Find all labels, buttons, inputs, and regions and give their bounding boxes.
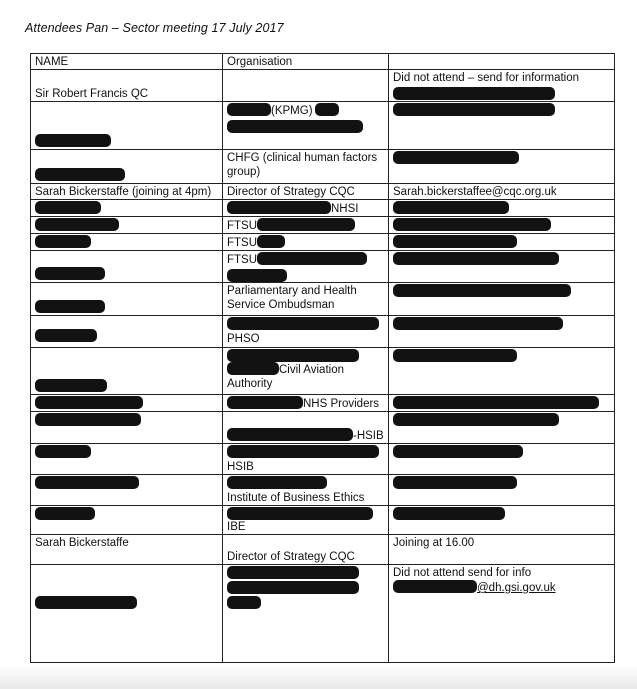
organisation-cell: Parliamentary and Health Service Ombudsman <box>223 283 389 316</box>
redaction-bar <box>35 379 107 392</box>
organisation-text: (KPMG) <box>271 105 313 117</box>
column-header-organisation: Organisation <box>223 54 389 70</box>
redaction-bar <box>35 300 105 313</box>
name-cell <box>31 102 223 150</box>
redaction-bar <box>393 413 559 426</box>
table-row <box>31 184 615 200</box>
organisation-text: NHSI <box>331 203 359 215</box>
redaction-bar <box>35 507 95 520</box>
redaction-bar <box>35 476 139 489</box>
redaction-bar <box>227 269 287 282</box>
redaction-bar <box>393 476 517 489</box>
organisation-cell <box>223 70 389 102</box>
organisation-cell <box>223 565 389 663</box>
organisation-cell <box>223 444 389 475</box>
redaction-bar <box>227 428 353 441</box>
table-row <box>31 535 615 565</box>
redaction-bar <box>393 396 599 409</box>
table-row <box>31 412 615 444</box>
organisation-text: PHSO <box>227 333 260 345</box>
table-row <box>31 150 615 184</box>
table-row <box>31 348 615 395</box>
contact-cell <box>389 102 615 150</box>
organisation-cell <box>223 316 389 348</box>
redaction-bar <box>35 218 119 231</box>
document-title: Attendees Pan – Sector meeting 17 July 2017 <box>25 21 284 35</box>
redaction-bar <box>393 218 551 231</box>
organisation-text: IBE <box>227 521 246 533</box>
table-row <box>31 251 615 283</box>
name-cell <box>31 234 223 251</box>
redaction-bar <box>393 252 559 265</box>
contact-cell <box>389 348 615 395</box>
redaction-bar <box>227 581 359 594</box>
contact-note: Did not attend send for info <box>393 567 532 579</box>
contact-cell <box>389 565 615 663</box>
name-cell <box>31 565 223 663</box>
name-cell <box>31 412 223 444</box>
organisation-cell <box>223 200 389 217</box>
organisation-cell <box>223 217 389 234</box>
organisation-text: FTSU <box>227 220 258 232</box>
redaction-bar <box>227 201 331 214</box>
name-cell <box>31 444 223 475</box>
redaction-bar <box>257 252 367 265</box>
contact-cell <box>389 251 615 283</box>
contact-cell <box>389 150 615 184</box>
table-row <box>31 444 615 475</box>
contact-cell <box>389 412 615 444</box>
organisation-cell: CHFG (clinical human factors group) <box>223 150 389 184</box>
organisation-cell <box>223 234 389 251</box>
table-row <box>31 217 615 234</box>
redaction-bar <box>227 476 327 489</box>
redaction-bar <box>393 201 509 214</box>
contact-cell <box>389 217 615 234</box>
name-cell <box>31 395 223 412</box>
organisation-cell: Director of Strategy CQC <box>223 535 389 565</box>
redaction-bar <box>227 596 261 609</box>
redaction-bar <box>35 201 101 214</box>
redaction-bar <box>393 317 563 330</box>
contact-cell <box>389 475 615 506</box>
contact-cell <box>389 506 615 535</box>
table-row <box>31 283 615 316</box>
contact-cell <box>389 234 615 251</box>
redaction-bar <box>35 596 137 609</box>
redaction-bar <box>257 235 285 248</box>
scan-shadow <box>0 665 637 689</box>
organisation-text: NHS Providers <box>303 398 380 410</box>
redaction-bar <box>315 103 339 116</box>
table-row <box>31 395 615 412</box>
contact-cell: Joining at 16.00 <box>389 535 615 565</box>
contact-cell <box>389 316 615 348</box>
name-cell <box>31 506 223 535</box>
organisation-cell <box>223 506 389 535</box>
name-cell: Sir Robert Francis QC <box>31 70 223 102</box>
contact-cell <box>389 70 615 102</box>
organisation-cell <box>223 251 389 283</box>
table-row <box>31 234 615 251</box>
table-row <box>31 506 615 535</box>
redaction-bar <box>393 235 517 248</box>
redaction-bar <box>393 445 523 458</box>
name-cell <box>31 150 223 184</box>
email-domain-link[interactable]: @dh.gsi.gov.uk <box>477 582 556 594</box>
redaction-bar <box>393 507 505 520</box>
redaction-bar <box>257 218 355 231</box>
table-row <box>31 200 615 217</box>
redaction-bar <box>35 134 111 147</box>
name-cell <box>31 316 223 348</box>
redaction-bar <box>227 507 373 520</box>
name-cell <box>31 217 223 234</box>
organisation-cell: Director of Strategy CQC <box>223 184 389 200</box>
organisation-cell <box>223 102 389 150</box>
redaction-bar <box>393 284 571 297</box>
redaction-bar <box>35 168 125 181</box>
column-header-contact <box>389 54 615 70</box>
contact-note: Did not attend – send for information <box>393 72 580 84</box>
redaction-bar <box>393 103 555 116</box>
organisation-text: Institute of Business Ethics <box>227 492 365 504</box>
redaction-bar <box>35 396 143 409</box>
organisation-cell <box>223 475 389 506</box>
name-cell: Sarah Bickerstaffe (joining at 4pm) <box>31 184 223 200</box>
column-header-name: NAME <box>31 54 223 70</box>
name-cell <box>31 348 223 395</box>
redaction-bar <box>227 349 359 362</box>
contact-cell: Sarah.bickerstaffee@cqc.org.uk <box>389 184 615 200</box>
name-cell <box>31 251 223 283</box>
redaction-bar <box>35 267 105 280</box>
name-cell: Sarah Bickerstaffe <box>31 535 223 565</box>
redaction-bar <box>227 362 279 375</box>
table-row <box>31 565 615 663</box>
contact-cell <box>389 200 615 217</box>
redaction-bar <box>35 413 141 426</box>
redaction-bar <box>35 445 91 458</box>
table-row <box>31 102 615 150</box>
redaction-bar <box>227 566 359 579</box>
organisation-text: -HSIB <box>353 430 384 442</box>
name-cell <box>31 283 223 316</box>
redaction-bar <box>227 120 363 133</box>
table-row <box>31 316 615 348</box>
contact-cell <box>389 444 615 475</box>
table-header-row <box>31 54 615 70</box>
redaction-bar <box>393 87 555 100</box>
redaction-bar <box>393 349 517 362</box>
redaction-bar <box>35 235 91 248</box>
organisation-cell <box>223 348 389 395</box>
name-cell <box>31 200 223 217</box>
organisation-text: Civil Aviation Authority <box>227 364 344 390</box>
redaction-bar <box>227 317 379 330</box>
contact-cell <box>389 283 615 316</box>
redaction-bar <box>227 445 379 458</box>
organisation-cell <box>223 395 389 412</box>
redaction-bar <box>393 580 477 593</box>
organisation-cell <box>223 412 389 444</box>
organisation-text: FTSU <box>227 254 258 266</box>
redaction-bar <box>35 329 97 342</box>
contact-cell <box>389 395 615 412</box>
organisation-text: FTSU <box>227 237 258 249</box>
attendees-table <box>30 53 615 663</box>
organisation-text: HSIB <box>227 461 254 473</box>
table-row <box>31 70 615 102</box>
name-cell <box>31 475 223 506</box>
redaction-bar <box>393 151 519 164</box>
redaction-bar <box>227 396 303 409</box>
table-row <box>31 475 615 506</box>
redaction-bar <box>227 103 271 116</box>
